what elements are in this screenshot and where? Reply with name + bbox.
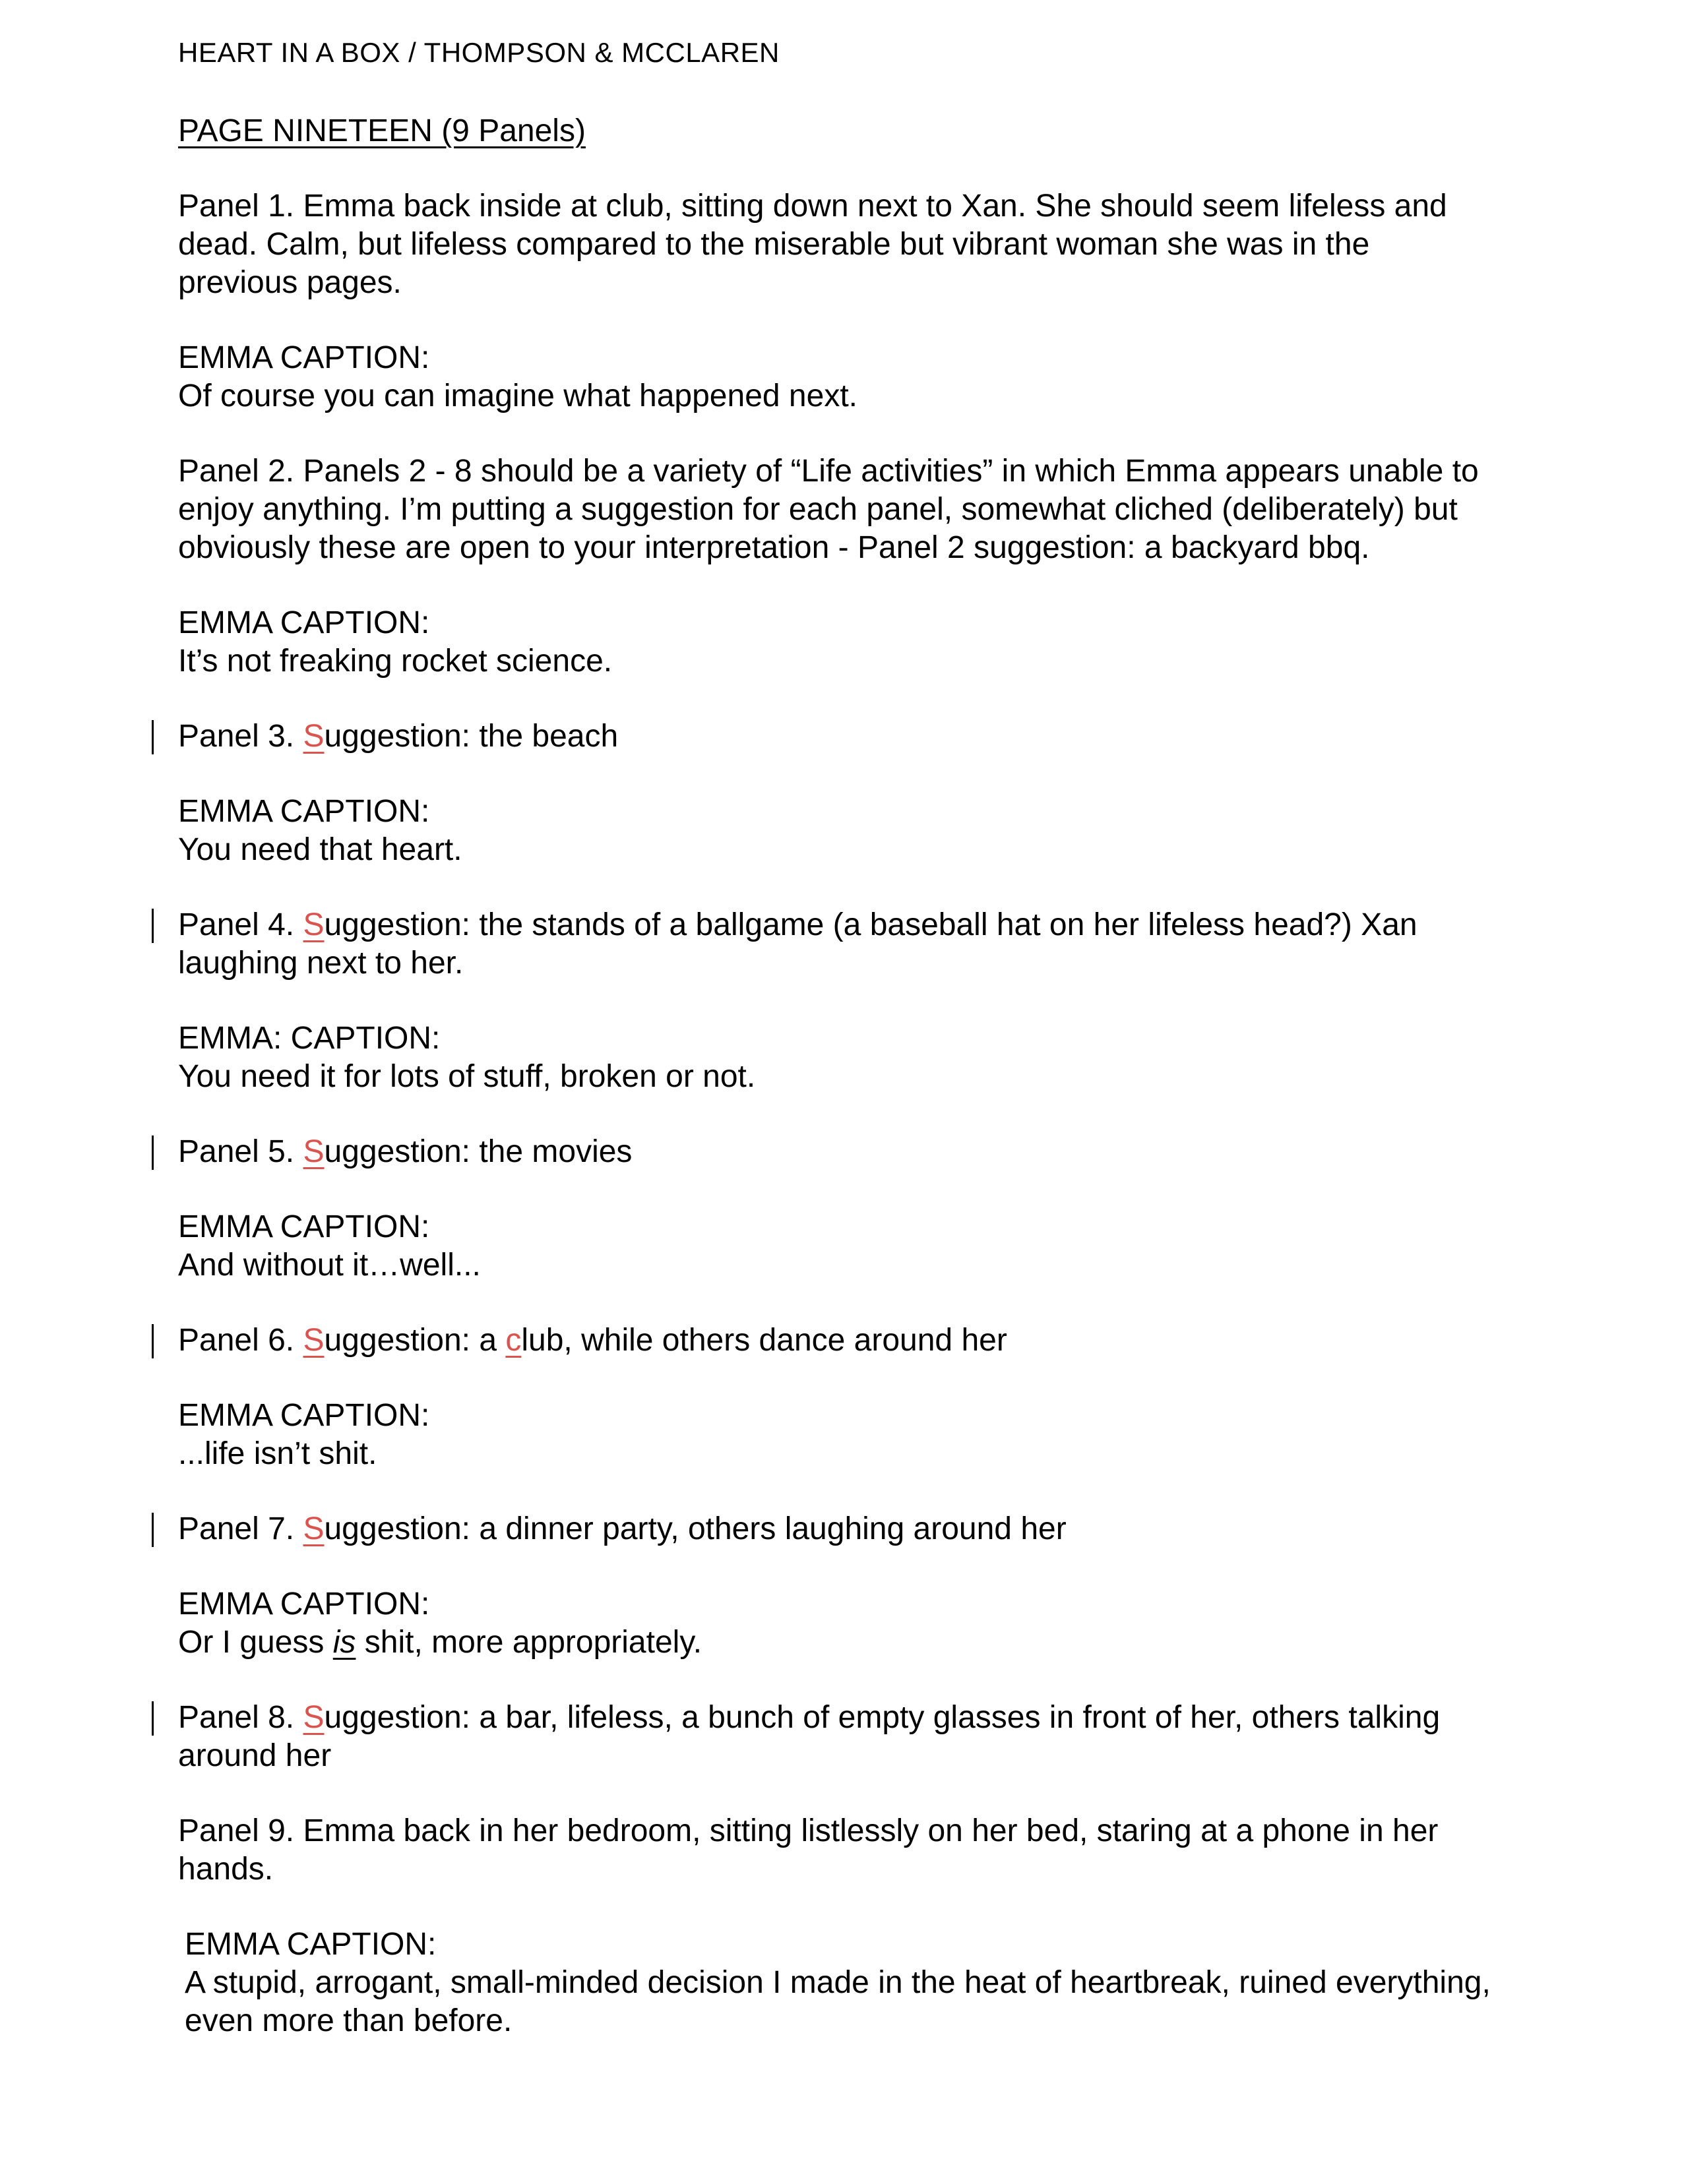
tracked-change-mark: S [303,1700,325,1735]
panel-5-caption [178,1208,1497,1285]
panel-text: uggestion: the movies [324,1134,633,1169]
panel-5-description [178,1133,1497,1171]
change-bar [152,1136,154,1170]
panel-7-description [178,1510,1497,1548]
panel-prefix: Panel 3. [178,719,303,754]
panel-prefix: Panel 7. [178,1511,303,1546]
caption-label: EMMA CAPTION: [178,1209,430,1244]
panel-text: uggestion: a dinner party, others laughing around her [324,1511,1067,1546]
tracked-change-mark: S [303,1134,325,1169]
tracked-change-mark: S [303,907,325,942]
tracked-change-mark: S [303,1323,325,1358]
panel-text: uggestion: a [324,1323,506,1358]
panel-4-caption [178,1019,1497,1096]
caption-text: And without it…well... [178,1248,481,1283]
caption-text: You need that heart. [178,832,462,867]
page-title: PAGE NINETEEN (9 Panels) [178,113,586,148]
panel-6-caption [178,1397,1497,1473]
change-bar [152,909,154,943]
caption-text: ...life isn’t shit. [178,1436,377,1471]
tracked-change-mark: S [303,719,325,754]
tracked-change-mark: S [303,1511,325,1546]
caption-label: EMMA CAPTION: [178,794,430,829]
caption-label: EMMA CAPTION: [178,1398,430,1433]
panel-1-caption [178,339,1497,415]
change-bar [152,1701,154,1736]
panel-prefix: Panel 6. [178,1323,303,1358]
emphasis-word: is [332,1625,356,1660]
panel-prefix: Panel 4. [178,907,303,942]
panel-8-description [178,1699,1497,1775]
caption-label: EMMA CAPTION: [178,605,430,640]
caption-text-start: Or I guess [178,1625,333,1660]
caption-text [178,1623,1497,1662]
panel-2-caption [178,604,1497,681]
panel-3-caption [178,793,1497,869]
panel-4-description [178,906,1497,983]
caption-label: EMMA CAPTION: [178,340,430,375]
panel-prefix: Panel 8. [178,1700,303,1735]
panel-3-description [178,717,1497,756]
caption-text: Of course you can imagine what happened next. [178,379,857,413]
tracked-change-mark: c [505,1323,522,1358]
caption-text-end: shit, more appropriately. [356,1625,702,1660]
caption-text: You need it for lots of stuff, broken or not. [178,1059,756,1094]
caption-label: EMMA CAPTION: [178,1587,430,1622]
panel-text: lub, while others dance around her [521,1323,1007,1358]
panel-9-caption [185,1926,1497,2040]
panel-6-description [178,1321,1497,1360]
caption-text: It’s not freaking rocket science. [178,644,613,679]
caption-label: EMMA CAPTION: [185,1927,437,1962]
caption-text: A stupid, arrogant, small-minded decision I made in the heat of heartbreak, ruined everything, even more than before. [185,1965,1491,2038]
running-header: HEART IN A BOX / THOMPSON & MCCLAREN [178,37,780,68]
panel-prefix: Panel 5. [178,1134,303,1169]
change-bar [152,720,154,754]
panel-9-description: Panel 9. Emma back in her bedroom, sitting listlessly on her bed, staring at a phone in her hands. [178,1813,1439,1887]
panel-text: uggestion: a bar, lifeless, a bunch of empty glasses in front of her, others talking around her [178,1700,1441,1773]
change-bar [152,1324,154,1358]
panel-text: uggestion: the stands of a ballgame (a baseball hat on her lifeless head?) Xan laughing next to her. [178,907,1417,981]
change-bar [152,1513,154,1547]
panel-text: uggestion: the beach [324,719,619,754]
panel-7-caption [178,1585,1497,1662]
caption-label: EMMA: CAPTION: [178,1021,441,1056]
page-content [178,112,1497,2077]
panel-1-description: Panel 1. Emma back inside at club, sitting down next to Xan. She should seem lifeless and dead. Calm, but lifeless compared to the miserable but vibrant woman she was in the previous pages. [178,189,1447,300]
panel-2-description: Panel 2. Panels 2 - 8 should be a variety of “Life activities” in which Emma appears unable to enjoy anything. I’m putting a suggestion for each panel, somewhat cliched (deliberately) but obviously these are open to your interpretation - Panel 2 suggestion: a backyard bbq. [178,454,1479,565]
